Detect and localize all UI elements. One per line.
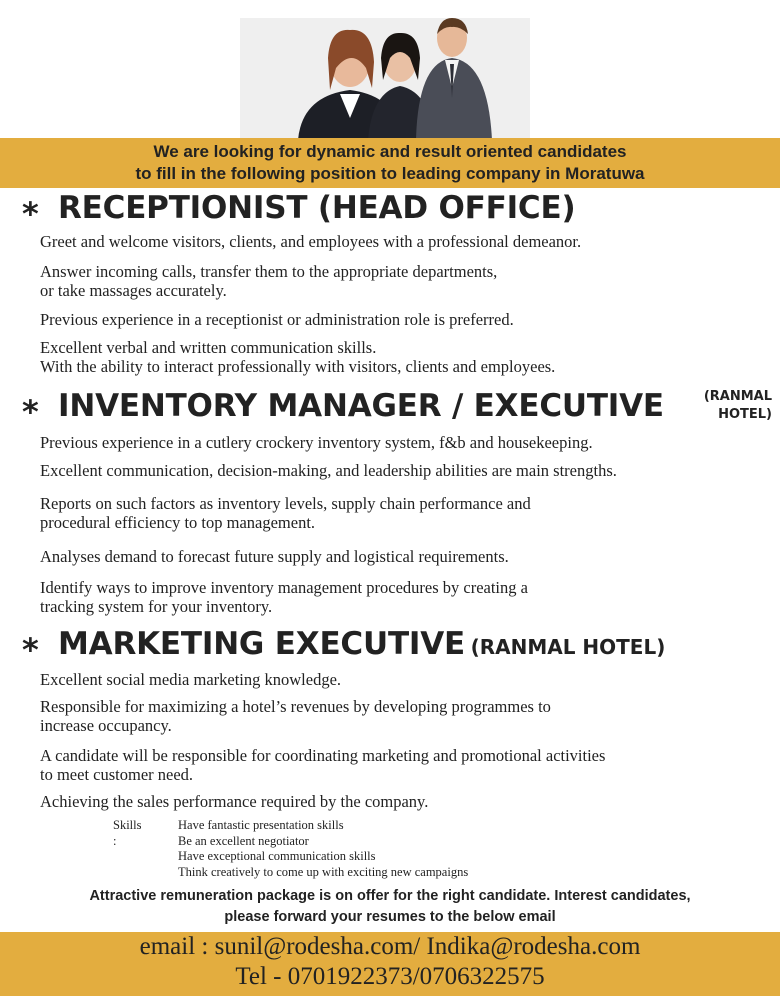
inventory-item-2: Excellent communication, decision-making, and leadership abilities are main strengths. — [40, 461, 617, 480]
skill-item: Think creatively to come up with exciting new campaigns — [178, 864, 469, 879]
skill-item: Have fantastic presentation skills — [178, 818, 344, 832]
marketing-item-4: Achieving the sales performance required by the company. — [40, 792, 429, 811]
contact-banner — [0, 932, 780, 996]
contact-phone: Tel - 0701922373/0706322575 — [235, 963, 545, 990]
receptionist-item-1: Greet and welcome visitors, clients, and employees with a professional demeanor. — [40, 232, 582, 251]
inventory-location: (RANMAL HOTEL) — [703, 389, 772, 422]
marketing-item-2: Responsible for maximizing a hotel’s revenues by developing programmes to increase occupancy. — [40, 697, 551, 735]
contact-email: email : sunil@rodesha.com/ Indika@rodesha.com — [139, 933, 641, 960]
receptionist-heading — [22, 190, 576, 233]
receptionist-item-3: Previous experience in a receptionist or administration role is preferred. — [40, 310, 514, 329]
closing-line-1: Attractive remuneration package is on offer for the right candidate. Interest candidates, — [89, 888, 691, 904]
marketing-heading — [22, 626, 666, 669]
skills-list — [178, 818, 468, 880]
receptionist-title: RECEPTIONIST (HEAD OFFICE) — [58, 190, 576, 226]
inventory-item-5: Identify ways to improve inventory management procedures by creating a tracking system for your inventory. — [40, 578, 528, 616]
asterisk-icon: * — [22, 392, 39, 431]
marketing-item-1: Excellent social media marketing knowledge. — [40, 670, 342, 689]
receptionist-item-2: Answer incoming calls, transfer them to the appropriate departments, or take massages accurately. — [40, 262, 498, 300]
intro-line-2: to fill in the following position to leading company in Moratuwa — [135, 164, 645, 183]
skills-label: Skills : — [113, 818, 142, 848]
inventory-title: INVENTORY MANAGER / EXECUTIVE — [58, 388, 664, 424]
inventory-heading — [22, 388, 664, 431]
marketing-item-3: A candidate will be responsible for coordinating marketing and promotional activities to meet customer need. — [40, 746, 606, 784]
asterisk-icon: * — [22, 194, 39, 233]
closing-line-2: please forward your resumes to the below email — [224, 909, 556, 925]
inventory-item-4: Analyses demand to forecast future supply and logistical requirements. — [40, 547, 509, 566]
marketing-location: (RANMAL HOTEL) — [470, 635, 666, 659]
inventory-item-3: Reports on such factors as inventory levels, supply chain performance and procedural efficiency to top management. — [40, 494, 531, 532]
intro-line-1: We are looking for dynamic and result oriented candidates — [153, 142, 627, 161]
inventory-item-1: Previous experience in a cutlery crockery inventory system, f&b and housekeeping. — [40, 433, 593, 452]
receptionist-item-4: Excellent verbal and written communication skills. With the ability to interact professionally with visitors, clients and employees. — [40, 338, 556, 376]
skill-item: Have exceptional communication skills — [178, 849, 376, 863]
skill-item: Be an excellent negotiator — [178, 833, 309, 848]
closing-note — [0, 886, 780, 928]
intro-banner — [0, 138, 780, 188]
asterisk-icon: * — [22, 630, 39, 669]
marketing-title: MARKETING EXECUTIVE — [58, 626, 465, 662]
business-team-photo — [240, 18, 530, 140]
